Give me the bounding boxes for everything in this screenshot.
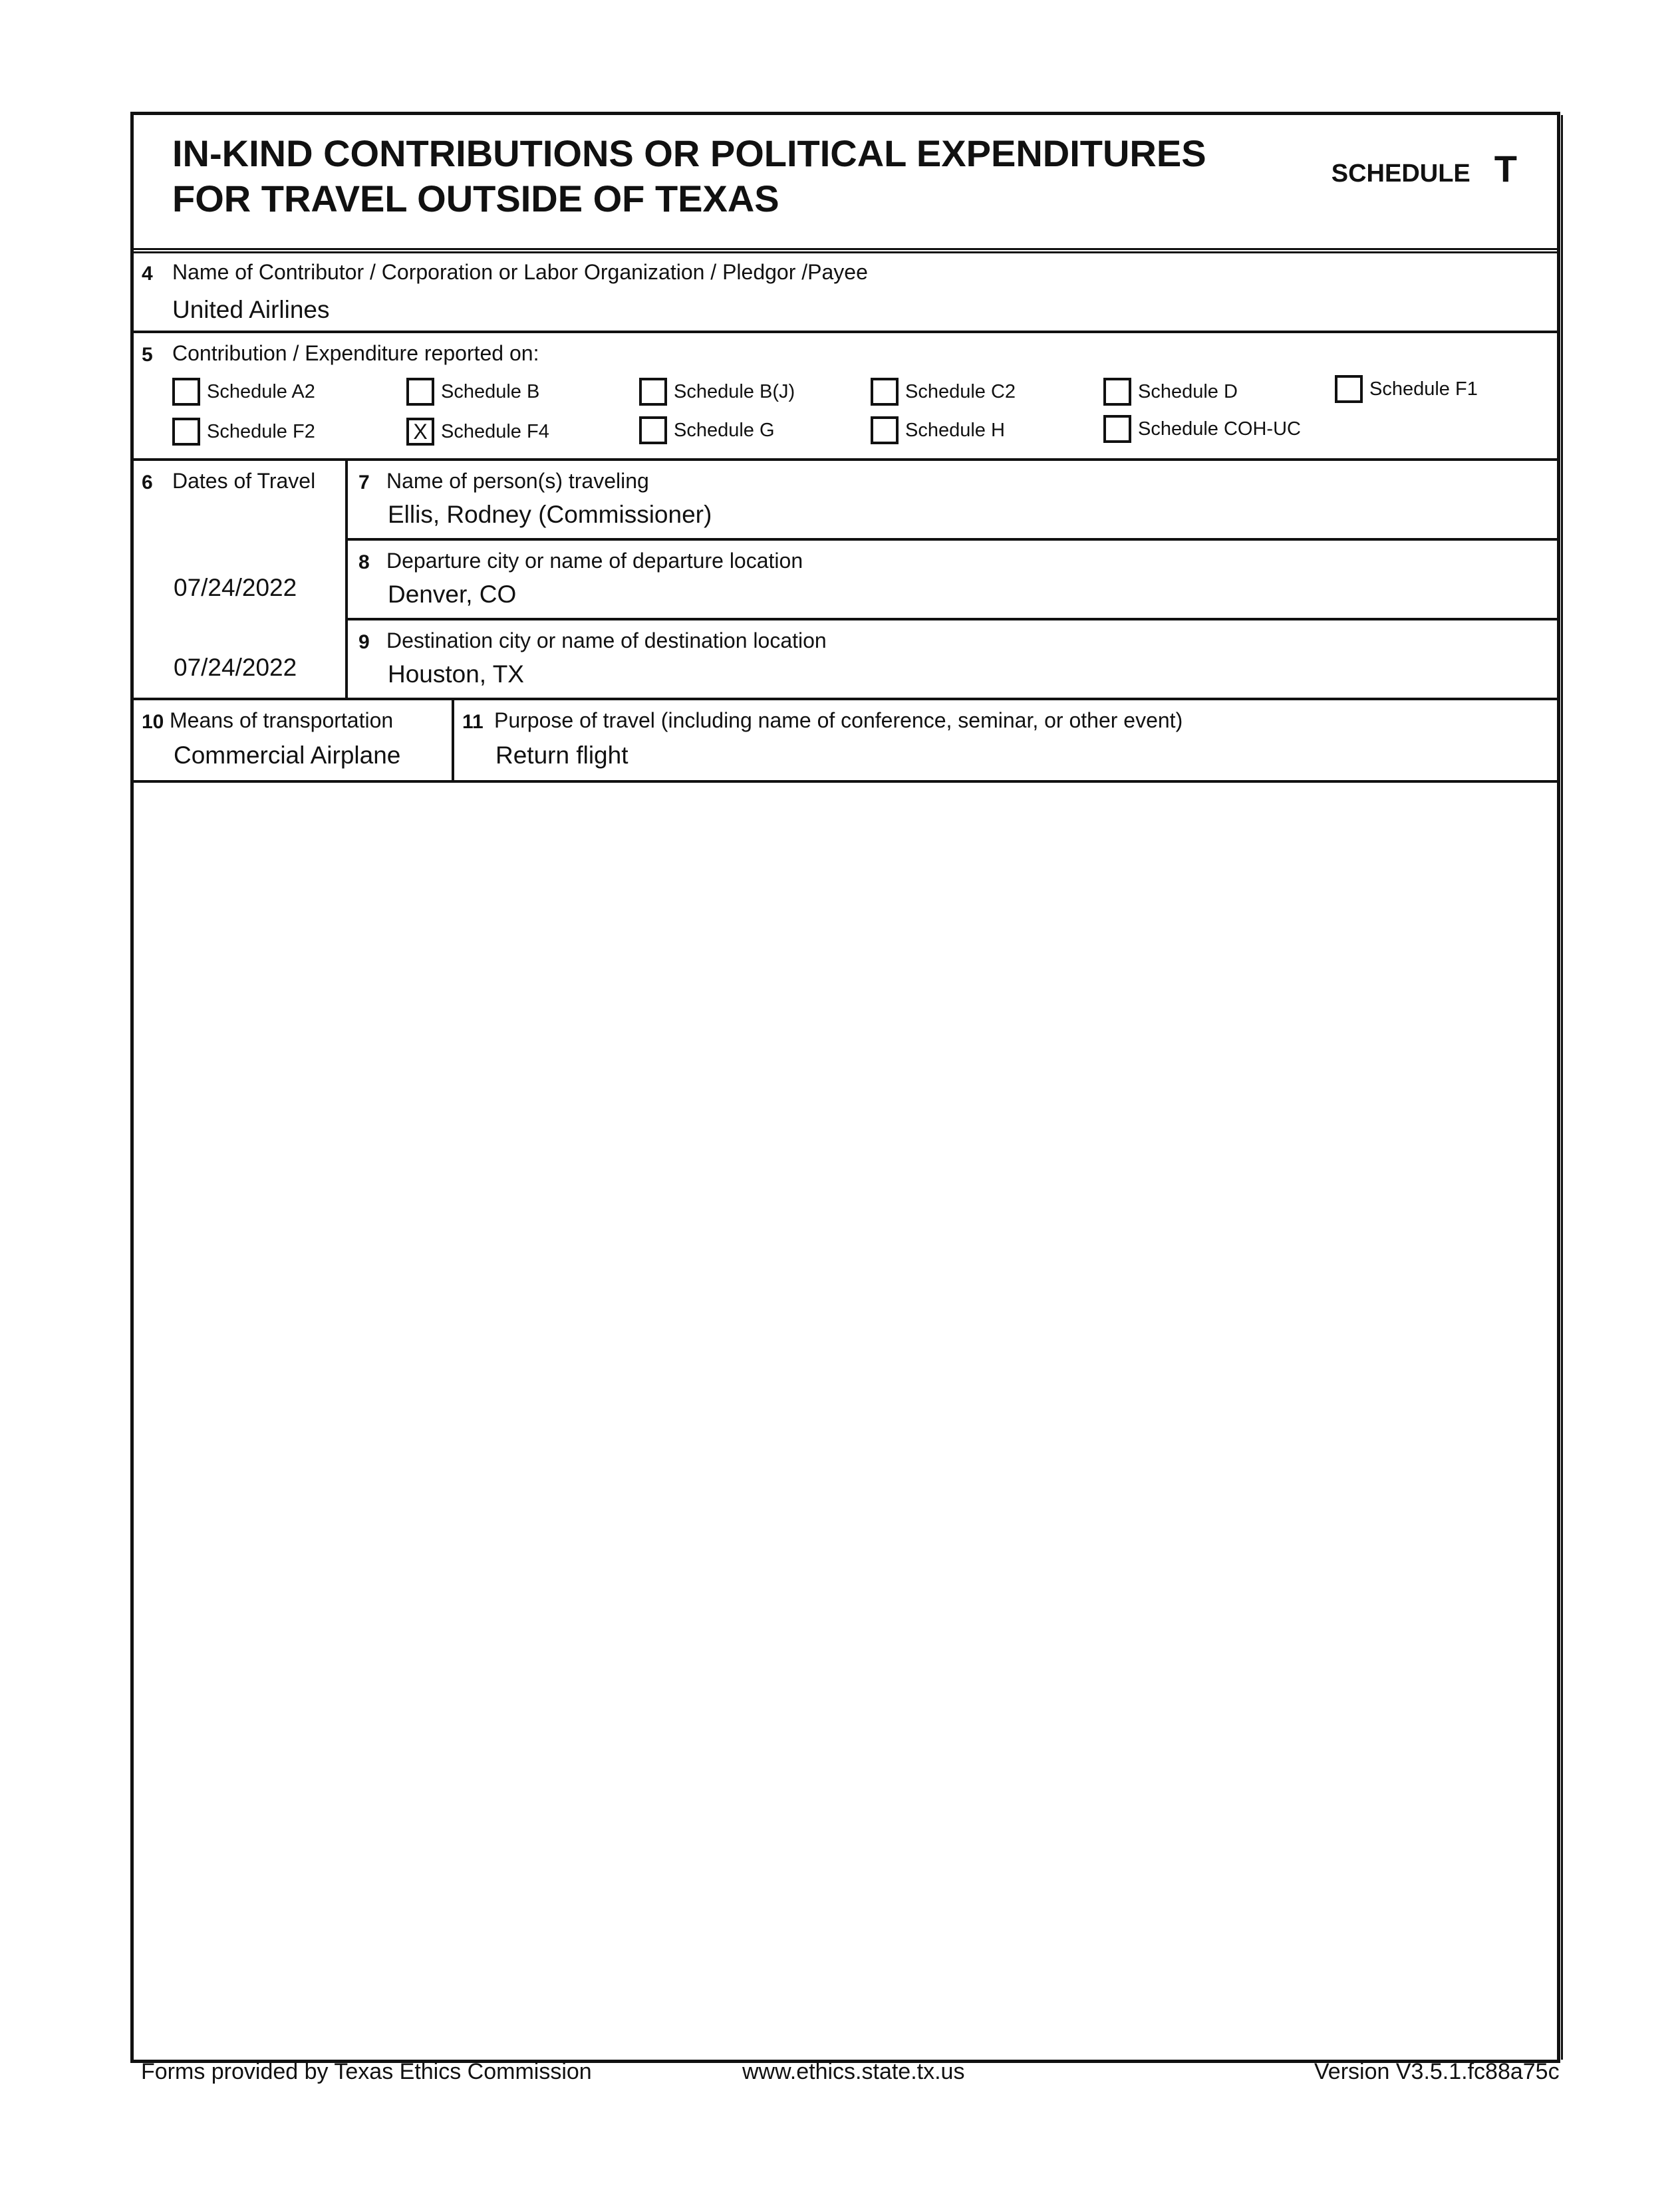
contributor-number: 4 xyxy=(142,263,153,285)
checkbox-label: Schedule A2 xyxy=(207,380,315,402)
checkbox-schedule-f4[interactable] xyxy=(406,414,549,449)
checkbox-schedule-bj[interactable] xyxy=(639,374,795,409)
persons-label: Name of person(s) traveling xyxy=(386,469,649,493)
checkbox-schedule-g[interactable] xyxy=(639,413,775,448)
checkbox-box[interactable] xyxy=(1103,378,1131,406)
reported-on-label: Contribution / Expenditure reported on: xyxy=(172,341,539,365)
departure-value[interactable]: Denver, CO xyxy=(388,581,517,608)
title-line-2: FOR TRAVEL OUTSIDE OF TEXAS xyxy=(172,178,779,219)
checkbox-label: Schedule B xyxy=(441,380,540,402)
contributor-section xyxy=(134,253,1557,333)
footer-provider: Forms provided by Texas Ethics Commission xyxy=(141,2059,592,2084)
frame-shadow xyxy=(1561,115,1563,2060)
dates-number: 6 xyxy=(142,472,153,493)
checkbox-label: Schedule F1 xyxy=(1369,378,1478,400)
checkbox-schedule-b[interactable] xyxy=(406,374,539,409)
contributor-label: Name of Contributor / Corporation or Labor Organization / Pledgor /Payee xyxy=(172,260,868,284)
travel-section xyxy=(134,461,1557,700)
transport-divider xyxy=(452,700,454,780)
means-number: 10 xyxy=(142,711,164,733)
footer-website[interactable]: www.ethics.state.tx.us xyxy=(742,2059,965,2084)
footer-version: Version V3.5.1.fc88a75c xyxy=(1314,2059,1560,2084)
persons-number: 7 xyxy=(358,472,370,493)
checkbox-schedule-f2[interactable] xyxy=(172,414,315,449)
checkbox-box[interactable] xyxy=(1335,375,1363,403)
persons-value[interactable]: Ellis, Rodney (Commissioner) xyxy=(388,501,712,528)
checkbox-schedule-a2[interactable] xyxy=(172,374,315,409)
checkbox-box[interactable] xyxy=(172,418,200,446)
checkbox-box[interactable]: X xyxy=(406,418,434,446)
checkbox-schedule-c2[interactable] xyxy=(871,374,1016,409)
destination-value[interactable]: Houston, TX xyxy=(388,660,524,688)
means-label: Means of transportation xyxy=(170,708,394,732)
checkbox-label: Schedule C2 xyxy=(905,380,1016,402)
departure-number: 8 xyxy=(358,551,370,573)
reported-on-number: 5 xyxy=(142,344,153,366)
transport-section xyxy=(134,700,1557,783)
checkbox-box[interactable] xyxy=(1103,415,1131,443)
persons-divider xyxy=(345,538,1557,541)
reported-on-section xyxy=(134,333,1557,461)
checkbox-label: Schedule H xyxy=(905,419,1005,441)
contributor-value[interactable]: United Airlines xyxy=(172,296,330,323)
purpose-number: 11 xyxy=(462,711,484,733)
checkbox-schedule-d[interactable] xyxy=(1103,374,1238,409)
checkbox-schedule-f1[interactable] xyxy=(1335,372,1478,406)
schedule-label: SCHEDULE xyxy=(1331,160,1470,188)
form-frame xyxy=(130,112,1560,2063)
checkbox-label: Schedule D xyxy=(1138,380,1238,402)
checkbox-label: Schedule B(J) xyxy=(674,380,795,402)
checkbox-box[interactable] xyxy=(639,378,667,406)
checkbox-label: Schedule F4 xyxy=(441,420,549,442)
dates-label: Dates of Travel xyxy=(172,469,316,493)
destination-label: Destination city or name of destination location xyxy=(386,628,827,652)
title-line-1: IN-KIND CONTRIBUTIONS OR POLITICAL EXPENDITURES xyxy=(172,132,1206,174)
schedule-letter: T xyxy=(1494,148,1517,190)
checkbox-box[interactable] xyxy=(639,416,667,444)
departure-label: Departure city or name of departure location xyxy=(386,549,803,573)
destination-number: 9 xyxy=(358,631,370,653)
checkbox-label: Schedule G xyxy=(674,419,775,441)
departure-divider xyxy=(345,618,1557,620)
departure-date[interactable]: 07/24/2022 xyxy=(174,574,297,601)
checkbox-box[interactable] xyxy=(406,378,434,406)
purpose-value[interactable]: Return flight xyxy=(495,742,629,769)
purpose-label: Purpose of travel (including name of conference, seminar, or other event) xyxy=(494,708,1183,732)
return-date[interactable]: 07/24/2022 xyxy=(174,654,297,681)
checkbox-box[interactable] xyxy=(871,416,899,444)
checkbox-schedule-coh-uc[interactable] xyxy=(1103,412,1301,446)
dates-divider xyxy=(345,461,348,698)
means-value[interactable]: Commercial Airplane xyxy=(174,742,401,769)
title-block xyxy=(134,115,1557,253)
checkbox-box[interactable] xyxy=(172,378,200,406)
checkbox-schedule-h[interactable] xyxy=(871,413,1005,448)
checkbox-label: Schedule F2 xyxy=(207,420,315,442)
checkbox-box[interactable] xyxy=(871,378,899,406)
checkbox-label: Schedule COH-UC xyxy=(1138,418,1301,440)
form-title xyxy=(172,131,1206,221)
schedule-tag xyxy=(1331,147,1517,190)
